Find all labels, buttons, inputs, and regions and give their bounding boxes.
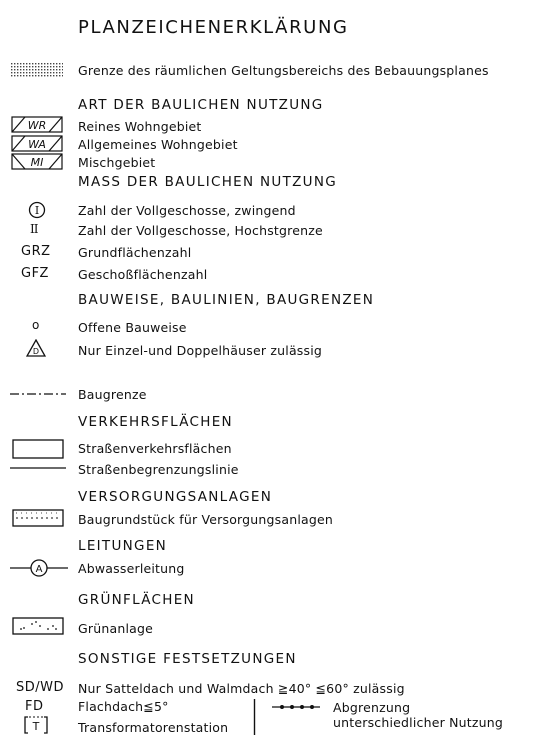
gruenanlage-icon bbox=[12, 617, 64, 635]
svg-text:MI: MI bbox=[30, 156, 44, 169]
wa-label: Allgemeines Wohngebiet bbox=[78, 137, 238, 152]
abgrenzung-label-line1: Abgrenzung bbox=[333, 700, 411, 715]
svg-text:A: A bbox=[35, 564, 43, 575]
wa-symbol-icon bbox=[11, 135, 63, 152]
abwasserleitung-label: Abwasserleitung bbox=[78, 561, 185, 576]
transformatorenstation-icon bbox=[23, 715, 49, 735]
svg-text:T: T bbox=[32, 720, 40, 733]
baugrenze-line-icon bbox=[10, 391, 66, 397]
page-title: PLANZEICHENERKLÄRUNG bbox=[78, 17, 349, 38]
svg-text:I: I bbox=[34, 204, 40, 218]
vollgeschoss-hoechst-symbol: II bbox=[30, 222, 38, 236]
fd-label: Flachdach≦5° bbox=[78, 699, 169, 714]
section-heading-gruen: GRÜNFLÄCHEN bbox=[78, 592, 195, 608]
offene-bauweise-label: Offene Bauweise bbox=[78, 320, 187, 335]
abwasserleitung-icon bbox=[10, 558, 68, 578]
section-heading-bauweise: BAUWEISE, BAULINIEN, BAUGRENZEN bbox=[78, 292, 375, 308]
section-heading-sonstige: SONSTIGE FESTSETZUNGEN bbox=[78, 651, 297, 667]
fd-symbol: FD bbox=[25, 699, 44, 714]
gruenanlage-label: Grünanlage bbox=[78, 621, 154, 636]
strassenbegrenzungslinie-icon bbox=[10, 466, 66, 470]
wr-symbol-icon bbox=[11, 116, 63, 133]
versorgungsanlage-icon bbox=[12, 509, 64, 527]
einzel-doppelhaus-label: Nur Einzel-und Doppelhäuser zulässig bbox=[78, 343, 323, 358]
vertical-divider bbox=[253, 699, 256, 735]
vollgeschoss-zwingend-icon bbox=[28, 201, 46, 219]
section-heading-mass: MASS DER BAULICHEN NUTZUNG bbox=[78, 174, 338, 190]
grz-symbol: GRZ bbox=[21, 244, 51, 259]
abgrenzung-label-line2: unterschiedlicher Nutzung bbox=[333, 715, 504, 730]
section-heading-leitungen: LEITUNGEN bbox=[78, 538, 168, 554]
wr-label: Reines Wohngebiet bbox=[78, 119, 202, 134]
gfz-symbol: GFZ bbox=[21, 266, 49, 281]
svg-text:WR: WR bbox=[27, 119, 47, 132]
mi-symbol-icon bbox=[11, 153, 63, 170]
boundary-label: Grenze des räumlichen Geltungsbereichs des Bebauungsplanes bbox=[78, 63, 489, 78]
svg-text:WA: WA bbox=[28, 138, 46, 151]
section-heading-versorgung: VERSORGUNGSANLAGEN bbox=[78, 489, 273, 505]
offene-bauweise-symbol: o bbox=[32, 318, 40, 332]
strassenverkehrsflaeche-label: Straßenverkehrsflächen bbox=[78, 441, 232, 456]
sdwd-label: Nur Satteldach und Walmdach ≧40° ≦60° zulässig bbox=[78, 681, 405, 696]
boundary-hatch-icon bbox=[11, 63, 63, 78]
vollgeschoss-zwingend-label: Zahl der Vollgeschosse, zwingend bbox=[78, 203, 296, 218]
vollgeschoss-hoechst-label: Zahl der Vollgeschosse, Hochstgrenze bbox=[78, 223, 323, 238]
strassenbegrenzungslinie-label: Straßenbegrenzungslinie bbox=[78, 462, 239, 477]
mi-label: Mischgebiet bbox=[78, 155, 156, 170]
einzel-doppelhaus-icon bbox=[26, 339, 46, 357]
baugrenze-label: Baugrenze bbox=[78, 387, 147, 402]
section-heading-verkehr: VERKEHRSFLÄCHEN bbox=[78, 414, 233, 430]
gfz-label: Geschoßflächenzahl bbox=[78, 267, 208, 282]
section-heading-nutzung: ART DER BAULICHEN NUTZUNG bbox=[78, 97, 324, 113]
abgrenzung-line-icon bbox=[272, 703, 320, 711]
transformatorenstation-label: Transformatorenstation bbox=[78, 720, 229, 735]
strassenverkehrsflaeche-icon bbox=[12, 439, 64, 459]
versorgungsanlage-label: Baugrundstück für Versorgungsanlagen bbox=[78, 512, 334, 527]
grz-label: Grundflächenzahl bbox=[78, 245, 192, 260]
sdwd-symbol: SD/WD bbox=[16, 680, 65, 695]
svg-text:D: D bbox=[32, 347, 40, 356]
